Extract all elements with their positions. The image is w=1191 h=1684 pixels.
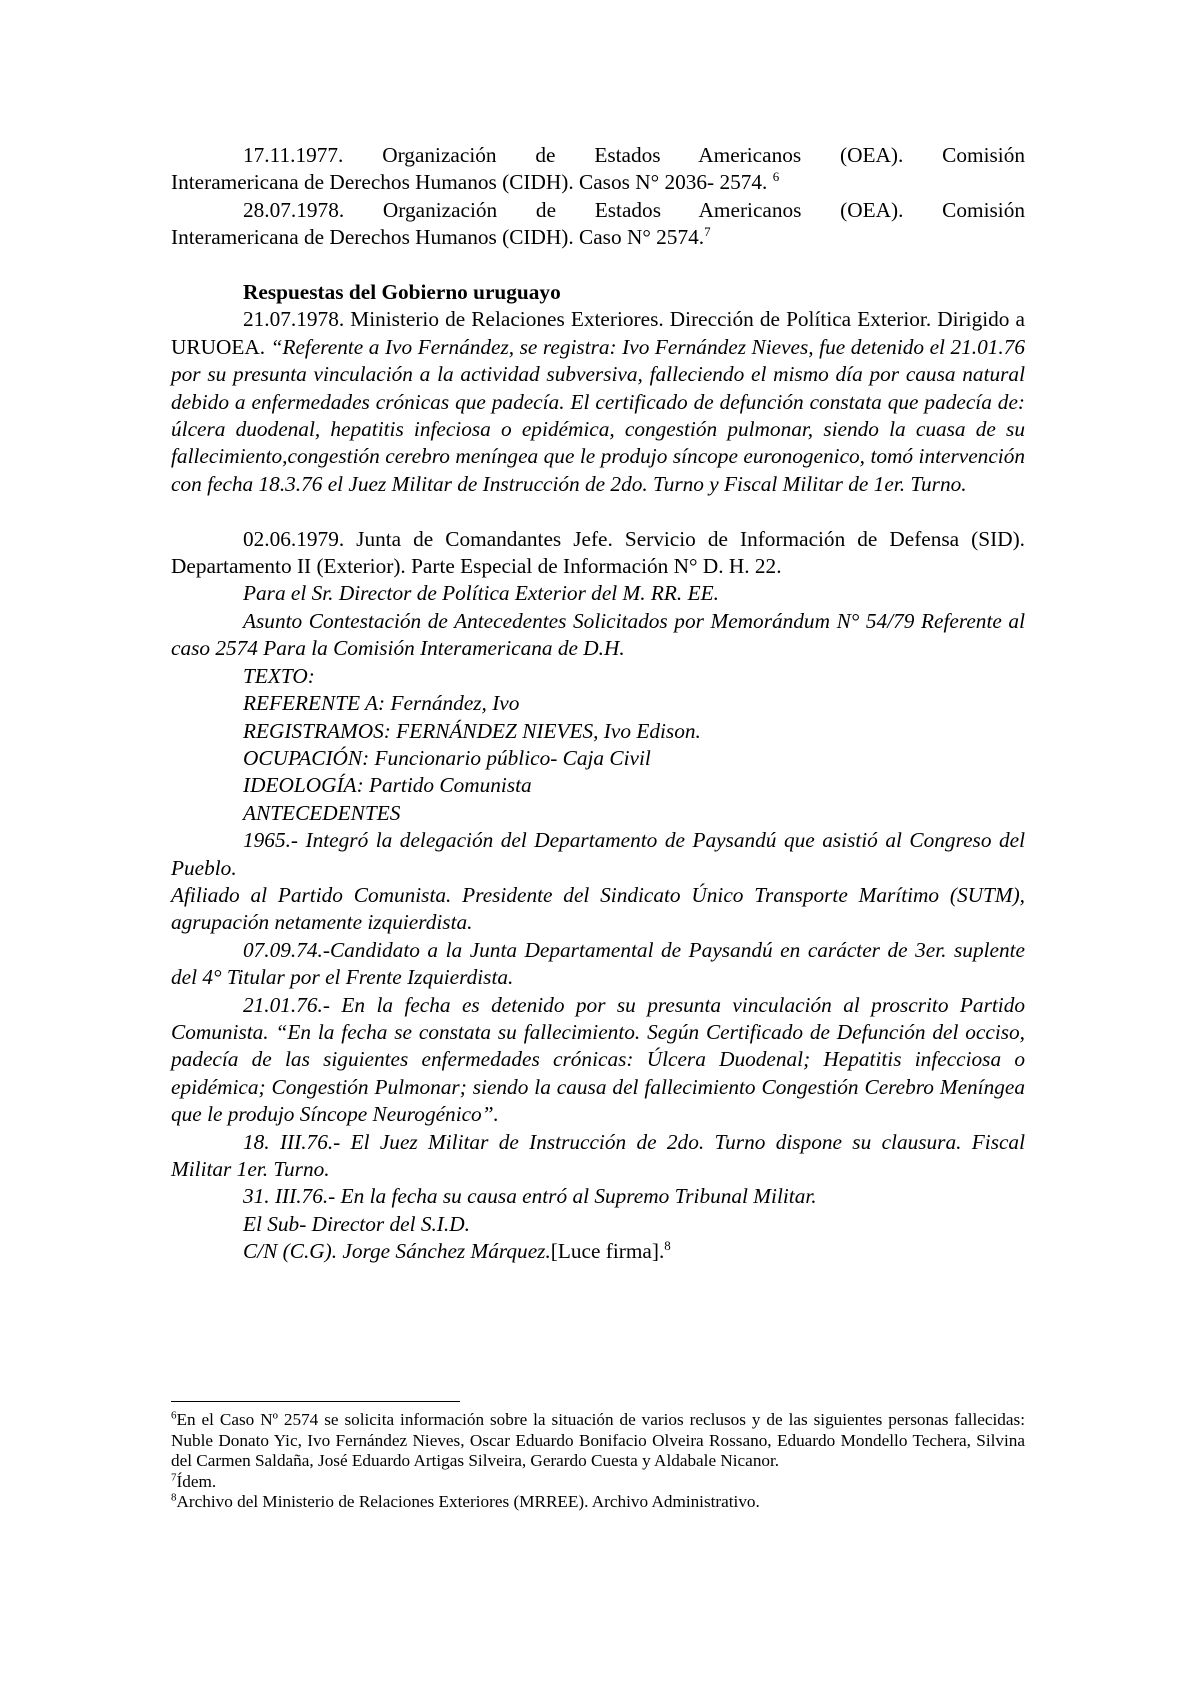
footnotes [171, 1410, 1025, 1513]
footnote-8 [171, 1492, 1025, 1513]
report-entry-1965: 1965.- Integró la delegación del Departamento de Paysandú que asistió al Congreso del Pueblo. [171, 828, 1025, 880]
paragraph-oea-1978-line2 [171, 224, 1025, 251]
paragraph-text: 21.07.1978. Ministerio de Relaciones Exteriores. Dirección de Política Exterior. Dirigido a URUOEA. [171, 307, 1025, 359]
report-subject: Asunto Contestación de Antecedentes Solicitados por Memorándum N° 54/79 Referente al caso 2574 Para la Comisión Interamericana de D.H. [171, 608, 1025, 661]
main-text [171, 142, 1025, 1266]
footnote-text: En el Caso Nº 2574 se solicita información sobre la situación de varios reclusos y de las siguientes personas fallecidas: Nuble Donato Yic, Ivo Fernández Nieves, Oscar Eduardo Bonifacio Olveira Rossano, Eduardo Mondello Techera, Silvina del Carmen Saldaña, José Eduardo Artigas Silveira, Gerardo Cuesta y Aldabale Nicanor. [171, 1410, 1025, 1470]
paragraph-text: 17.11.1977. Organización de Estados Americanos (OEA). Comisión [243, 143, 1025, 167]
paragraph-sid-1979: 02.06.1979. Junta de Comandantes Jefe. Servicio de Información de Defensa (SID). Departamento II (Exterior). Parte Especial de Información N° D. H. 22. [171, 526, 1025, 579]
signer-name: C/N (C.G). Jorge Sánchez Márquez. [243, 1239, 551, 1264]
paragraph-oea-1977-line2 [171, 169, 1025, 196]
report-registramos: REGISTRAMOS: FERNÁNDEZ NIEVES, Ivo Edison. [243, 718, 701, 743]
footnote-6 [171, 1410, 1025, 1472]
report-antecedentes-label: ANTECEDENTES [243, 800, 401, 825]
footnote-7 [171, 1472, 1025, 1493]
spacer [171, 252, 1025, 279]
footnote-mark: 8 [171, 1491, 177, 1504]
report-entry-1974: 07.09.74.-Candidato a la Junta Departamental de Paysandú en carácter de 3er. suplente del 4° Titular por el Frente Izquierdista. [171, 937, 1025, 990]
report-entry-1976-tribunal: 31. III.76.- En la fecha su causa entró al Supremo Tribunal Militar. [243, 1184, 817, 1209]
paragraph-text: Interamericana de Derechos Humanos (CIDH). Casos N° 2036- 2574. [171, 170, 768, 195]
quoted-text: “Referente a Ivo Fernández, se registra: Ivo Fernández Nieves, fue detenido el 21.01.76 por su presunta vinculación a la actividad subversiva, falleciendo el mismo día por causa natural debido a enfermedades crónicas que padecía. El certificado de defunción constata que padecía de: úlcera duodenal, hepatitis infeciosa o epidémica, congestión pulmonar, siendo la cuasa de su fallecimiento,congestión cerebro meníngea que le produjo síncope euronogenico, tomó intervención con fecha 18.3.76 el Juez Militar de Instrucción de 2do. Turno y Fiscal Militar de 1er. Turno. [171, 334, 1026, 496]
report-signer-name [171, 1238, 1025, 1265]
footnote-ref-8[interactable]: 8 [664, 1238, 671, 1254]
report-text-label: TEXTO: [243, 663, 315, 688]
paragraph-mrree-1978 [171, 306, 1025, 498]
report-referente: REFERENTE A: Fernández, Ivo [243, 691, 520, 716]
footnote-mark: 7 [171, 1470, 177, 1483]
paragraph-oea-1977-line1 [171, 142, 1025, 169]
paragraph-text: Interamericana de Derechos Humanos (CIDH). Caso N° 2574. [171, 225, 705, 250]
footnote-mark: 6 [171, 1409, 177, 1422]
signature-note: [Luce firma]. [550, 1239, 665, 1264]
report-entry-afiliado: Afiliado al Partido Comunista. Presidente del Sindicato Único Transporte Marítimo (SUTM), agrupación netamente izquierdista. [171, 882, 1025, 935]
report-signer-title: El Sub- Director del S.I.D. [243, 1211, 470, 1236]
report-ideologia: IDEOLOGÍA: Partido Comunista [243, 773, 532, 798]
report-entry-1976-clausura: 18. III.76.- El Juez Militar de Instrucción de 2do. Turno dispone su clausura. Fiscal Militar 1er. Turno. [171, 1129, 1025, 1181]
paragraph-oea-1978-line1 [171, 197, 1025, 224]
section-heading: Respuestas del Gobierno uruguayo [243, 280, 561, 305]
footnote-text: Ídem. [176, 1471, 217, 1491]
report-recipient: Para el Sr. Director de Política Exterior del M. RR. EE. [243, 581, 719, 606]
footnote-divider [171, 1401, 460, 1402]
footnote-ref-7[interactable]: 7 [704, 224, 711, 240]
spacer [171, 498, 1025, 525]
report-ocupacion: OCUPACIÓN: Funcionario público- Caja Civil [243, 745, 651, 770]
footnote-text: Archivo del Ministerio de Relaciones Exteriores (MRREE). Archivo Administrativo. [176, 1492, 760, 1511]
footnote-ref-6[interactable]: 6 [772, 169, 780, 185]
report-entry-1976-detention: 21.01.76.- En la fecha es detenido por su presunta vinculación al proscrito Partido Comunista. “En la fecha se constata su fallecimiento. Según Certificado de Defunción del occiso, padecía de las siguientes enfermedades crónicas: Úlcera Duodenal; Hepatitis infecciosa o epidémica; Congestión Pulmonar; siendo la causa del fallecimiento Congestión Cerebro Meníngea que le produjo Síncope Neurogénico”. [171, 992, 1025, 1127]
paragraph-text: 28.07.1978. Organización de Estados Americanos (OEA). Comisión [243, 197, 1025, 222]
